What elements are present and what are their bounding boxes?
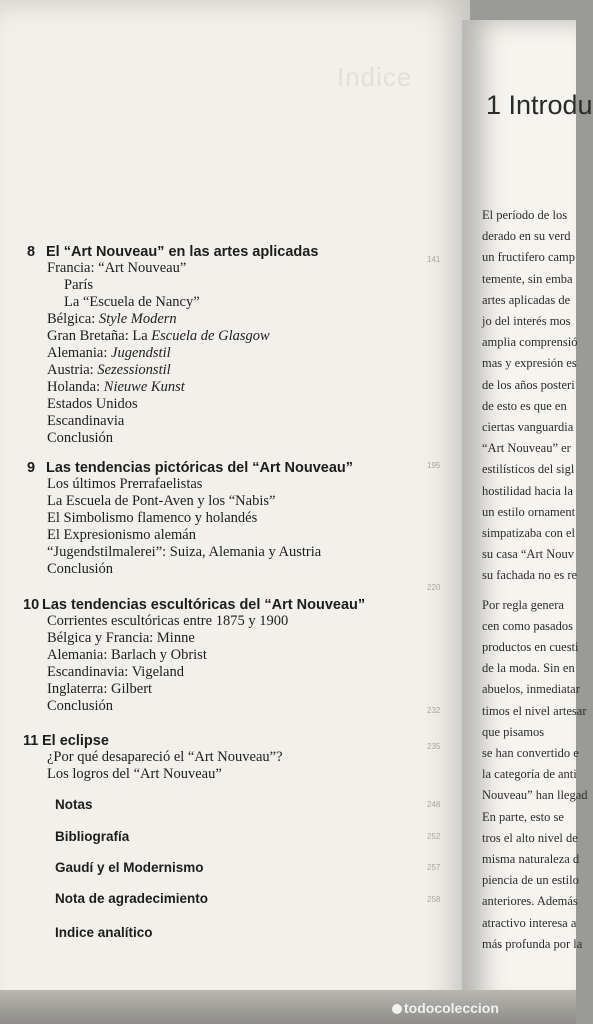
section-number: 11: [23, 733, 39, 749]
chapter-title: 1 Introdu: [486, 90, 593, 120]
section-heading: [27, 244, 318, 260]
watermark: [392, 1000, 499, 1016]
section-number: 9: [27, 460, 36, 476]
right-page-line: El período de los: [482, 208, 568, 222]
toc-back-agradecimiento: Nota de agradecimiento: [55, 891, 209, 906]
toc-entry: Estados Unidos: [47, 396, 138, 412]
toc-page-number: 195: [427, 461, 441, 470]
right-page: [462, 20, 593, 1010]
toc-entry: Conclusión: [47, 430, 114, 446]
toc-section-10: [23, 597, 366, 715]
right-page-line: tros el alto nivel de: [482, 830, 578, 845]
toc-entry: París: [64, 277, 93, 293]
toc-back-notas: Notas: [55, 797, 93, 812]
toc-page-number: 220: [427, 583, 441, 592]
right-page-line: un estilo ornament: [482, 504, 576, 519]
toc-entry: La Escuela de Pont-Aven y los “Nabis”: [47, 493, 276, 509]
right-page-line: misma naturaleza d: [482, 852, 580, 866]
toc-page-number: 141: [427, 255, 441, 264]
toc-page-number: 235: [427, 742, 441, 751]
toc-entry: Austria: Sezessionstil: [47, 362, 171, 378]
toc-entry: Corrientes escultóricas entre 1875 y 1900: [47, 613, 289, 629]
section-number: 10: [23, 597, 40, 613]
watermark-logo-icon: [392, 1004, 402, 1014]
toc-page-number: 248: [427, 800, 441, 809]
right-page-line: jo del interés mos: [482, 314, 571, 328]
right-page-line: En parte, esto se: [482, 809, 564, 824]
toc-entry: Holanda: Nieuwe Kunst: [47, 379, 185, 395]
toc-entry: Escandinavia: Vigeland: [47, 664, 184, 680]
right-page-line: piencia de un estilo: [482, 873, 579, 888]
toc-page-number: 232: [427, 706, 441, 715]
toc-entry: Bélgica: Style Modern: [47, 311, 177, 327]
section-title: El eclipse: [42, 733, 109, 749]
right-page-line: abuelos, inmediatar: [482, 682, 580, 697]
right-page-line: “Art Nouveau” er: [482, 441, 571, 456]
toc-entry: El Simbolismo flamenco y holandés: [47, 510, 258, 526]
right-page-line: su casa “Art Nouv: [482, 547, 574, 562]
right-page-line: amplia comprensió: [482, 335, 578, 350]
right-page-line: su fachada no es re: [482, 568, 578, 583]
section-title: Las tendencias escultóricas del “Art Nouveau”: [42, 597, 366, 613]
toc-entry: Francia: “Art Nouveau”: [47, 260, 187, 276]
toc-page-number: 252: [427, 832, 441, 841]
right-page-line: mas y expresión es: [482, 356, 577, 371]
toc-entry: Alemania: Jugendstil: [47, 345, 171, 361]
toc-entry: “Jugendstilmalerei”: Suiza, Alemania y Austria: [47, 544, 322, 560]
right-page-line: estilísticos del sigl: [482, 462, 575, 477]
right-page-line: Por regla genera: [482, 597, 564, 612]
right-page-line: de esto es que en: [482, 398, 567, 413]
toc-entry: Los últimos Prerrafaelistas: [47, 476, 203, 492]
toc-section-9: [27, 460, 353, 578]
section-heading: [23, 597, 366, 613]
toc-back-gaudi: Gaudí y el Modernismo: [55, 860, 204, 875]
watermark-text: todocoleccion: [404, 1000, 499, 1016]
toc-entry: ¿Por qué desapareció el “Art Nouveau”?: [47, 749, 283, 765]
toc-entry: Los logros del “Art Nouveau”: [47, 766, 222, 782]
section-number: 8: [27, 244, 36, 260]
right-page-line: atractivo interesa a: [482, 915, 577, 930]
right-page-line: simpatizaba con el: [482, 526, 576, 540]
right-page-line: que pisamos: [482, 724, 545, 739]
toc-entry: Escandinavia: [47, 413, 125, 429]
right-page-line: timos el nivel artesar: [482, 703, 587, 718]
right-page-line: temente, sin emba: [482, 271, 573, 286]
toc-entry: Gran Bretaña: La Escuela de Glasgow: [47, 328, 270, 344]
right-page-line: más profunda por la: [482, 936, 583, 951]
toc-entry: La “Escuela de Nancy”: [64, 294, 200, 310]
right-page-line: de la moda. Sin en: [482, 661, 575, 676]
right-page-line: anteriores. Además: [482, 894, 578, 909]
toc-entry: El Expresionismo alemán: [47, 527, 196, 543]
toc-entry: Bélgica y Francia: Minne: [47, 630, 195, 646]
toc-entry: Alemania: Barlach y Obrist: [47, 647, 207, 663]
toc-page-number: 257: [427, 863, 441, 872]
toc-section-11: [23, 733, 283, 783]
section-title: El “Art Nouveau” en las artes aplicadas: [46, 244, 319, 260]
right-page-line: de los años posteri: [482, 377, 575, 392]
index-header-title: Indice: [337, 62, 413, 92]
toc-section-8: [27, 244, 318, 447]
right-page-line: un fructifero camp: [482, 250, 576, 265]
toc-back-indice-analitico: Indice analítico: [55, 925, 153, 940]
right-page-line: cen como pasados: [482, 618, 573, 633]
right-page-line: productos en cuesti: [482, 640, 579, 654]
right-page-line: la categoría de anti: [482, 767, 577, 782]
toc-entry: Conclusión: [47, 561, 114, 577]
right-page-line: derado en su verd: [482, 229, 571, 244]
section-heading: [27, 460, 353, 476]
section-title: Las tendencias pictóricas del “Art Nouveau”: [46, 460, 354, 476]
section-heading: [23, 733, 283, 749]
right-page-line: artes aplicadas de: [482, 292, 571, 307]
right-page-line: Nouveau” han llegad: [482, 788, 588, 803]
toc-page-number: 258: [427, 895, 441, 904]
right-page-line: ciertas vanguardia: [482, 420, 574, 434]
toc-entry: Conclusión: [47, 698, 114, 714]
right-page-line: hostilidad hacia la: [482, 483, 573, 498]
toc-back-bibliografia: Bibliografía: [55, 829, 130, 844]
right-page-line: se han convertido e: [482, 746, 579, 760]
toc-entry: Inglaterra: Gilbert: [47, 681, 153, 697]
